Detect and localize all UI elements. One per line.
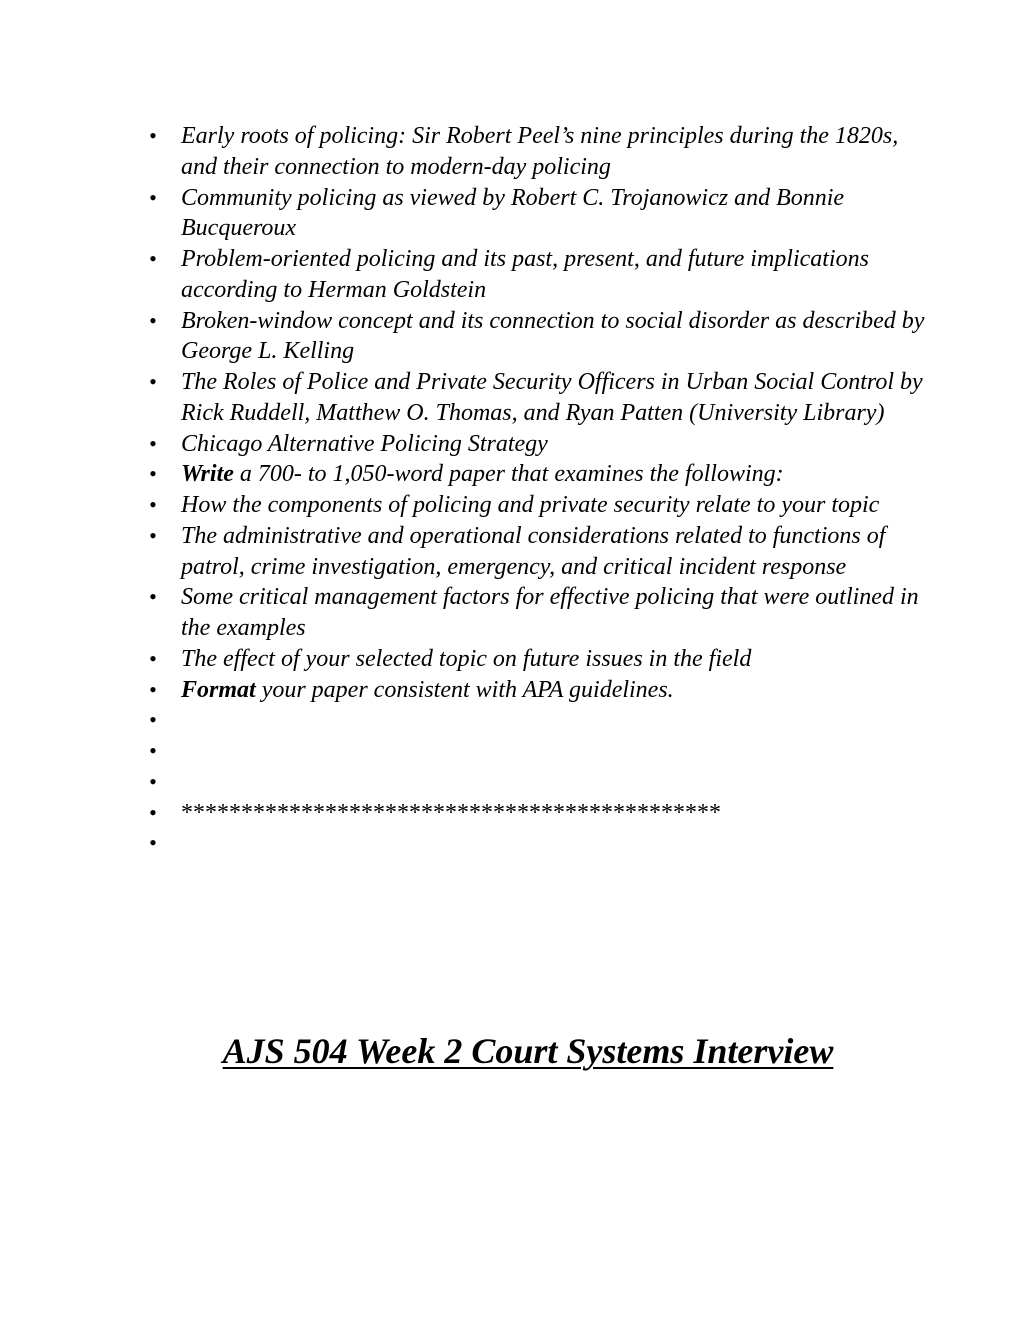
list-item-empty	[146, 828, 926, 859]
list-item-emphasis: Format	[181, 676, 256, 703]
bullet-icon: •	[149, 430, 157, 456]
bullet-icon: •	[149, 123, 157, 148]
bullet-icon: •	[149, 799, 157, 825]
bullet-icon: •	[149, 522, 157, 548]
list-item-text: How the components of policing and private security relate to your topic	[181, 492, 880, 518]
list-item	[146, 644, 926, 675]
list-item	[146, 521, 926, 583]
list-item-text: The effect of your selected topic on future issues in the field	[181, 645, 752, 672]
list-item-text: The Roles of Police and Private Security Officers in Urban Social Control by Rick Ruddell, Matthew O. Thomas, and Ryan Patten (University Library)	[181, 369, 923, 426]
list-item	[146, 675, 926, 706]
bullet-icon: •	[149, 369, 157, 394]
list-item-text: Community policing as viewed by Robert C. Trojanowicz and Bonnie Bucqueroux	[181, 184, 845, 242]
list-item-empty	[146, 705, 926, 736]
bullet-icon: •	[149, 738, 157, 763]
list-item	[146, 367, 926, 429]
list-item	[146, 183, 926, 245]
list-item	[146, 244, 926, 306]
list-item-text: a 700- to 1,050-word paper that examines the following:	[233, 461, 784, 488]
bullet-icon: •	[149, 492, 157, 517]
list-item-emphasis: Write	[181, 461, 234, 488]
list-item-text: The administrative and operational considerations related to functions of patrol, crime investigation, emergency, and critical incident response	[181, 522, 886, 580]
bullet-icon: •	[149, 246, 157, 271]
list-item-text: Some critical management factors for effective policing that were outlined in the examples	[181, 584, 919, 641]
list-item	[146, 306, 926, 368]
bullet-list	[146, 121, 926, 859]
list-item	[146, 121, 926, 183]
list-item-text: Chicago Alternative Policing Strategy	[181, 430, 548, 457]
bullet-icon: •	[149, 830, 157, 856]
list-item	[146, 490, 926, 521]
list-item	[146, 459, 926, 490]
list-item-empty	[146, 736, 926, 767]
list-item	[146, 429, 926, 460]
bullet-icon: •	[149, 461, 157, 487]
bullet-icon: •	[149, 645, 157, 671]
section-heading: AJS 504 Week 2 Court Systems Interview	[222, 1031, 834, 1071]
list-item	[146, 582, 926, 644]
separator-stars: *********************************************	[181, 799, 721, 826]
bullet-icon: •	[149, 676, 157, 702]
bullet-icon: •	[149, 707, 157, 733]
list-item-empty	[146, 767, 926, 798]
list-item-text: Broken-window concept and its connection to social disorder as described by George L. Kelling	[181, 307, 925, 365]
list-item-separator	[146, 798, 926, 829]
list-item-text: Early roots of policing: Sir Robert Peel’s nine principles during the 1820s, and their connection to modern-day policing	[181, 123, 899, 180]
bullet-icon: •	[149, 184, 157, 210]
bullet-icon: •	[149, 307, 157, 333]
bullet-icon: •	[149, 584, 157, 610]
bullet-icon: •	[149, 768, 157, 794]
list-item-text: Problem-oriented policing and its past, present, and future implications according to Herman Goldstein	[181, 246, 869, 303]
list-item-text: your paper consistent with APA guidelines.	[255, 676, 674, 703]
